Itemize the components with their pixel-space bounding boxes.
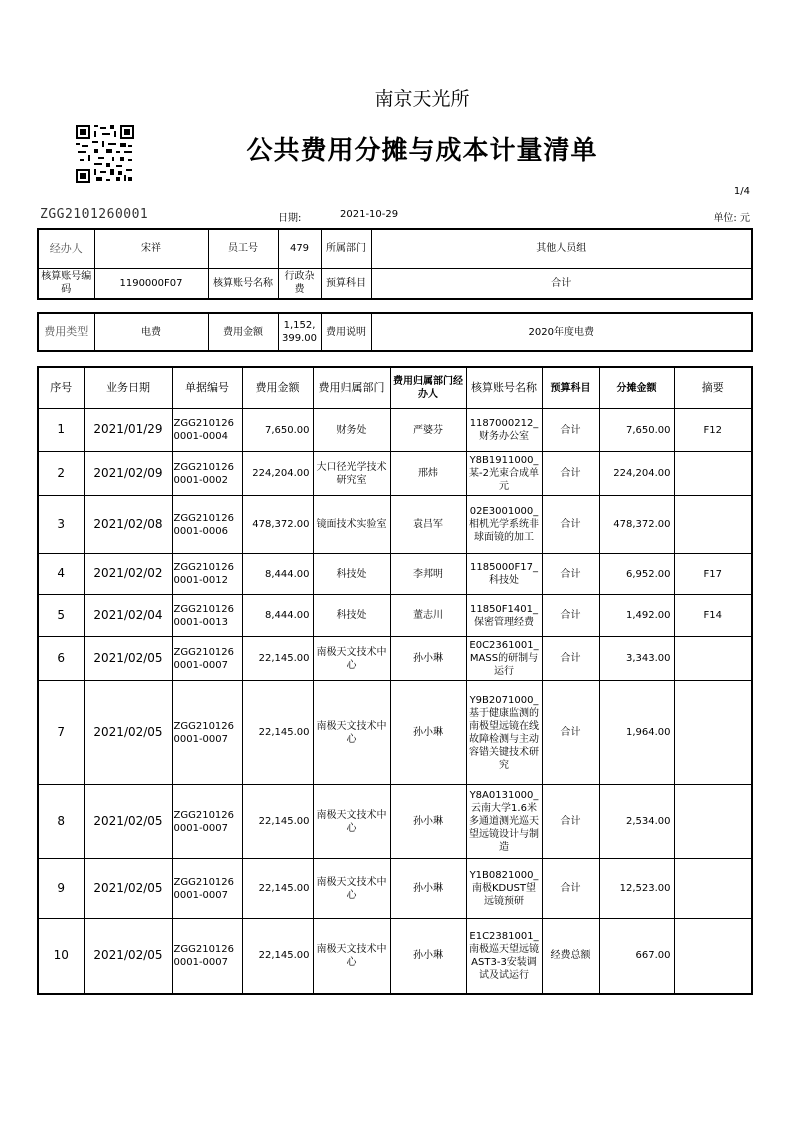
table-row: [38, 785, 752, 859]
row-seq: 9: [38, 859, 84, 919]
row-doc-no: ZGG2101260001-0002: [172, 452, 242, 496]
row-date: 2021/02/05: [84, 637, 172, 681]
table-row: [38, 595, 752, 637]
row-date: 2021/01/29: [84, 409, 172, 452]
row-amount: 22,145.00: [242, 919, 313, 994]
row-account-name: E0C2361001_MASS的研制与运行: [466, 637, 542, 681]
expense-desc-label: 费用说明: [321, 313, 371, 351]
unit-label: 单位: 元: [713, 213, 750, 224]
col-seq: 序号: [38, 367, 84, 409]
row-amount: 22,145.00: [242, 785, 313, 859]
row-budget: 合计: [542, 496, 599, 554]
row-budget: 合计: [542, 859, 599, 919]
row-dept: 南极天文技术中心: [313, 681, 390, 785]
row-budget: 合计: [542, 595, 599, 637]
account-code-label: 核算账号编码: [38, 268, 94, 299]
employee-no-value: 479: [278, 229, 321, 268]
row-dept-handler: 董志川: [390, 595, 466, 637]
row-date: 2021/02/08: [84, 496, 172, 554]
allocation-table: [37, 366, 753, 995]
handler-value: 宋祥: [94, 229, 208, 268]
handler-label: 经办人: [38, 229, 94, 268]
row-amount: 22,145.00: [242, 637, 313, 681]
row-account-name: 1185000F17_科技处: [466, 554, 542, 595]
row-dept: 科技处: [313, 554, 390, 595]
row-share-amount: 3,343.00: [599, 637, 674, 681]
table-row: [38, 637, 752, 681]
row-date: 2021/02/05: [84, 859, 172, 919]
row-date: 2021/02/04: [84, 595, 172, 637]
org-name: 南京天光所: [374, 88, 470, 110]
row-account-name: Y1B0821000_南极KDUST望远镜预研: [466, 859, 542, 919]
table-row: [38, 409, 752, 452]
row-share-amount: 667.00: [599, 919, 674, 994]
row-memo: [674, 785, 752, 859]
qr-code-icon: [76, 125, 134, 183]
row-amount: 22,145.00: [242, 681, 313, 785]
row-budget: 经费总额: [542, 919, 599, 994]
row-share-amount: 1,492.00: [599, 595, 674, 637]
row-share-amount: 12,523.00: [599, 859, 674, 919]
row-account-name: 1187000212_财务办公室: [466, 409, 542, 452]
table-row: [38, 496, 752, 554]
row-dept-handler: 孙小琳: [390, 785, 466, 859]
employee-no-label: 员工号: [208, 229, 278, 268]
row-memo: [674, 637, 752, 681]
row-seq: 1: [38, 409, 84, 452]
page-title: 公共费用分摊与成本计量清单: [246, 136, 598, 166]
row-share-amount: 6,952.00: [599, 554, 674, 595]
row-budget: 合计: [542, 554, 599, 595]
row-seq: 8: [38, 785, 84, 859]
row-memo: [674, 919, 752, 994]
table-row: [38, 681, 752, 785]
row-dept: 南极天文技术中心: [313, 919, 390, 994]
account-code-value: 1190000F07: [94, 268, 208, 299]
row-amount: 224,204.00: [242, 452, 313, 496]
row-memo: [674, 496, 752, 554]
row-memo: F14: [674, 595, 752, 637]
row-memo: F12: [674, 409, 752, 452]
expense-type-label: 费用类型: [38, 313, 94, 351]
row-dept: 南极天文技术中心: [313, 785, 390, 859]
row-budget: 合计: [542, 409, 599, 452]
row-seq: 2: [38, 452, 84, 496]
row-amount: 8,444.00: [242, 595, 313, 637]
document-number: ZGG2101260001: [40, 207, 149, 222]
row-doc-no: ZGG2101260001-0007: [172, 785, 242, 859]
row-memo: [674, 859, 752, 919]
row-budget: 合计: [542, 785, 599, 859]
date-value: 2021-10-29: [340, 209, 399, 220]
row-account-name: 11850F1401_保密管理经费: [466, 595, 542, 637]
row-doc-no: ZGG2101260001-0006: [172, 496, 242, 554]
row-share-amount: 1,964.00: [599, 681, 674, 785]
account-name-label: 核算账号名称: [208, 268, 278, 299]
row-dept: 财务处: [313, 409, 390, 452]
row-share-amount: 478,372.00: [599, 496, 674, 554]
row-budget: 合计: [542, 452, 599, 496]
row-dept-handler: 孙小琳: [390, 681, 466, 785]
row-doc-no: ZGG2101260001-0004: [172, 409, 242, 452]
expense-desc-value: 2020年度电费: [371, 313, 752, 351]
expense-info-table: [37, 312, 753, 352]
row-amount: 478,372.00: [242, 496, 313, 554]
table-header-row: [38, 367, 752, 409]
row-share-amount: 2,534.00: [599, 785, 674, 859]
expense-amount-value: 1,152,399.00: [278, 313, 321, 351]
budget-subject-label: 预算科目: [321, 268, 371, 299]
col-dept-handler: 费用归属部门经办人: [390, 367, 466, 409]
account-name-value: 行政杂费: [278, 268, 321, 299]
row-seq: 4: [38, 554, 84, 595]
col-amount: 费用金额: [242, 367, 313, 409]
row-account-name: Y8A0131000_云南大学1.6米多通道测光巡天望远镜设计与制造: [466, 785, 542, 859]
row-dept: 南极天文技术中心: [313, 637, 390, 681]
row-doc-no: ZGG2101260001-0007: [172, 681, 242, 785]
row-dept-handler: 李邦明: [390, 554, 466, 595]
row-doc-no: ZGG2101260001-0012: [172, 554, 242, 595]
row-account-name: Y9B2071000_基于健康监测的南极望远镜在线故障检测与主动容错关键技术研究: [466, 681, 542, 785]
row-doc-no: ZGG2101260001-0007: [172, 919, 242, 994]
row-account-name: Y8B1911000_某-2光束合成单元: [466, 452, 542, 496]
row-seq: 5: [38, 595, 84, 637]
row-dept-handler: 邢炜: [390, 452, 466, 496]
row-account-name: E1C2381001_南极巡天望远镜AST3-3安装调试及试运行: [466, 919, 542, 994]
col-date: 业务日期: [84, 367, 172, 409]
row-doc-no: ZGG2101260001-0007: [172, 859, 242, 919]
expense-type-value: 电费: [94, 313, 208, 351]
row-amount: 7,650.00: [242, 409, 313, 452]
row-share-amount: 7,650.00: [599, 409, 674, 452]
col-budget: 预算科目: [542, 367, 599, 409]
row-share-amount: 224,204.00: [599, 452, 674, 496]
row-date: 2021/02/02: [84, 554, 172, 595]
row-memo: [674, 452, 752, 496]
col-doc-no: 单据编号: [172, 367, 242, 409]
table-row: [38, 452, 752, 496]
row-dept-handler: 严婆芬: [390, 409, 466, 452]
row-amount: 8,444.00: [242, 554, 313, 595]
col-dept: 费用归属部门: [313, 367, 390, 409]
row-dept-handler: 孙小琳: [390, 919, 466, 994]
table-row: [38, 554, 752, 595]
row-seq: 7: [38, 681, 84, 785]
row-budget: 合计: [542, 637, 599, 681]
row-date: 2021/02/09: [84, 452, 172, 496]
page-number: 1/4: [733, 186, 750, 197]
table-row: [38, 919, 752, 994]
row-doc-no: ZGG2101260001-0007: [172, 637, 242, 681]
col-memo: 摘要: [674, 367, 752, 409]
row-seq: 6: [38, 637, 84, 681]
row-account-name: 02E3001000_相机光学系统非球面镜的加工: [466, 496, 542, 554]
department-value: 其他人员组: [371, 229, 752, 268]
row-dept: 南极天文技术中心: [313, 859, 390, 919]
row-memo: [674, 681, 752, 785]
row-budget: 合计: [542, 681, 599, 785]
row-dept-handler: 袁吕军: [390, 496, 466, 554]
row-doc-no: ZGG2101260001-0013: [172, 595, 242, 637]
row-dept: 镜面技术实验室: [313, 496, 390, 554]
row-seq: 10: [38, 919, 84, 994]
row-amount: 22,145.00: [242, 859, 313, 919]
row-date: 2021/02/05: [84, 681, 172, 785]
row-memo: F17: [674, 554, 752, 595]
row-seq: 3: [38, 496, 84, 554]
row-dept-handler: 孙小琳: [390, 637, 466, 681]
row-date: 2021/02/05: [84, 785, 172, 859]
handler-info-table: [37, 228, 753, 300]
date-label: 日期:: [278, 213, 302, 224]
row-dept: 大口径光学技术研究室: [313, 452, 390, 496]
department-label: 所属部门: [321, 229, 371, 268]
table-row: [38, 859, 752, 919]
row-dept: 科技处: [313, 595, 390, 637]
row-dept-handler: 孙小琳: [390, 859, 466, 919]
col-share-amount: 分摊金额: [599, 367, 674, 409]
budget-subject-value: 合计: [371, 268, 752, 299]
col-account-name: 核算账号名称: [466, 367, 542, 409]
expense-amount-label: 费用金额: [208, 313, 278, 351]
row-date: 2021/02/05: [84, 919, 172, 994]
